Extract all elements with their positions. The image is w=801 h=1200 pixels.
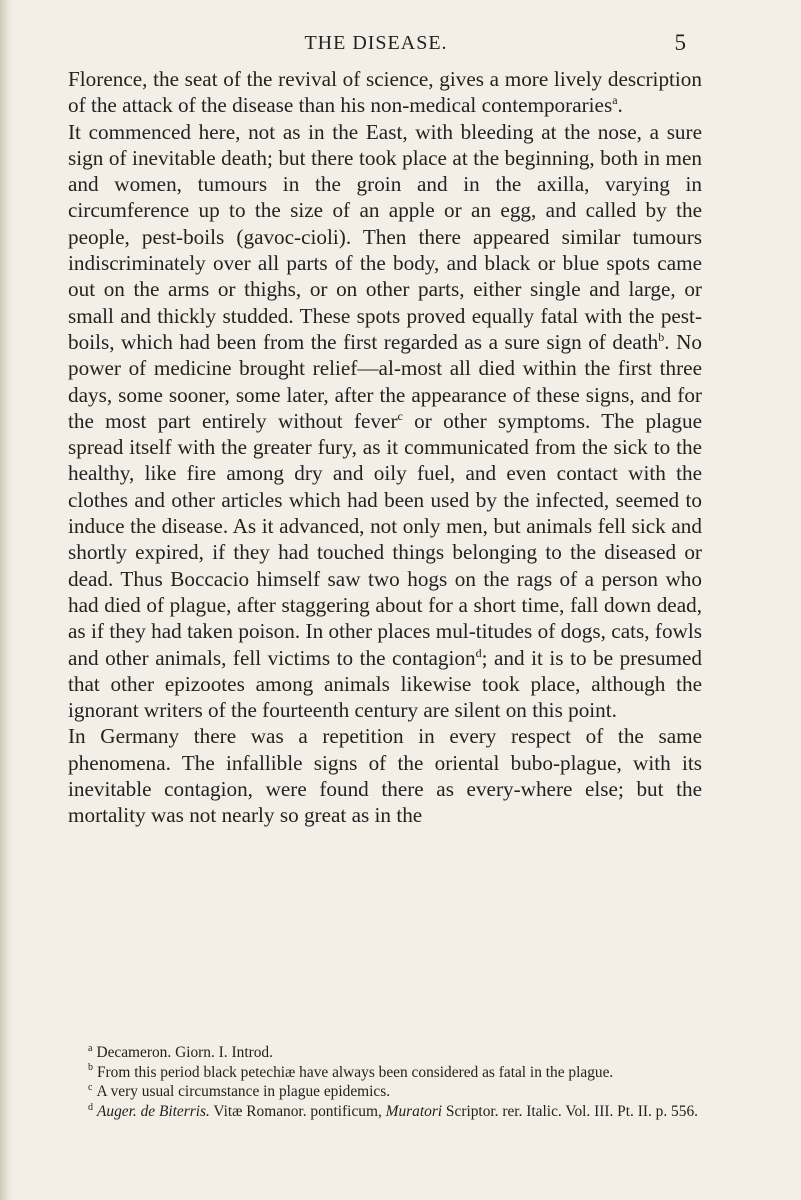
footnote-text: A very usual circumstance in plague epidemics. xyxy=(96,1083,391,1101)
paragraph-2 xyxy=(68,119,702,724)
footnote-text: Decameron. Giorn. I. Introd. xyxy=(96,1044,273,1061)
paragraph-2-text-b: . No power of medicine brought relief—al-most all died within the first three days, some sooner, some later, after the appearance of these signs, and for the most part entirely without fever xyxy=(68,329,702,433)
footnote-a xyxy=(70,1043,702,1063)
footnote-mark: b xyxy=(88,1062,93,1074)
footnote-text-end: Scriptor. rer. Italic. Vol. III. Pt. II. p. 556. xyxy=(442,1102,698,1120)
footnotes xyxy=(70,1043,702,1121)
footnote-c xyxy=(70,1082,702,1102)
footnote-mark: c xyxy=(88,1082,93,1094)
paragraph-1-end: . xyxy=(617,93,623,118)
footnote-b xyxy=(70,1063,702,1083)
page-gutter-shadow xyxy=(0,0,14,1200)
page-number: 5 xyxy=(674,30,686,55)
footnote-italic-editor: Muratori xyxy=(385,1102,443,1120)
paragraph-1-text: Florence, the seat of the revival of science, gives a more lively description of the attack of the disease than his non-medical contemporaries xyxy=(68,67,702,118)
body-text xyxy=(68,66,702,829)
footnote-ref-d: d xyxy=(475,645,482,660)
running-head xyxy=(66,30,686,56)
footnote-italic-author: Auger. de Biterris. xyxy=(97,1102,210,1120)
paragraph-2-text-d: ; and it is to be presumed that other epizootes among animals likewise took place, although the ignorant writers of the fourteenth century are silent on this point. xyxy=(68,645,702,723)
footnote-mark: a xyxy=(88,1042,93,1054)
paragraph-1 xyxy=(68,66,702,119)
footnote-mark: d xyxy=(88,1101,93,1113)
footnote-text: From this period black petechiæ have always been considered as fatal in the plague. xyxy=(97,1063,614,1081)
footnote-text: Vitæ Romanor. pontificum, xyxy=(209,1102,386,1120)
footnote-ref-c: c xyxy=(397,408,403,423)
footnote-d xyxy=(70,1102,702,1122)
footnote-ref-a: a xyxy=(612,93,618,108)
footnote-ref-b: b xyxy=(658,329,665,344)
paragraph-2-text-a: It commenced here, not as in the East, with bleeding at the nose, a sure sign of inevitable death; but there took place at the beginning, both in men and women, tumours in the groin and in the axilla, varying in circumference up to the size of an apple or an egg, and called by the people, pest-boils (gavoc-cioli). Then there appeared similar tumours indiscriminately over all parts of the body, and black or blue spots came out on the arms or thighs, or on other parts, either single and large, or small and thickly studded. These spots proved equally fatal with the pest-boils, which had been from the first regarded as a sure sign of death xyxy=(68,119,702,354)
paragraph-2-text-c: or other symptoms. The plague spread itself with the greater fury, as it communicated from the sick to the healthy, like fire among dry and oily fuel, and even contact with the clothes and other articles which had been used by the infected, seemed to induce the disease. As it advanced, not only men, but animals fell sick and shortly expired, if they had touched things belonging to the diseased or dead. Thus Boccacio himself saw two hogs on the rags of a person who had died of plague, after staggering about for a short time, fall down dead, as if they had taken poison. In other places mul-titudes of dogs, cats, fowls and other animals, fell victims to the contagion xyxy=(68,408,702,670)
paragraph-3: In Germany there was a repetition in every respect of the same phenomena. The infallible signs of the oriental bubo-plague, with its inevitable contagion, were found there as every-where else; but the mortality was not nearly so great as in the xyxy=(68,724,702,828)
running-title: THE DISEASE. xyxy=(304,32,448,54)
